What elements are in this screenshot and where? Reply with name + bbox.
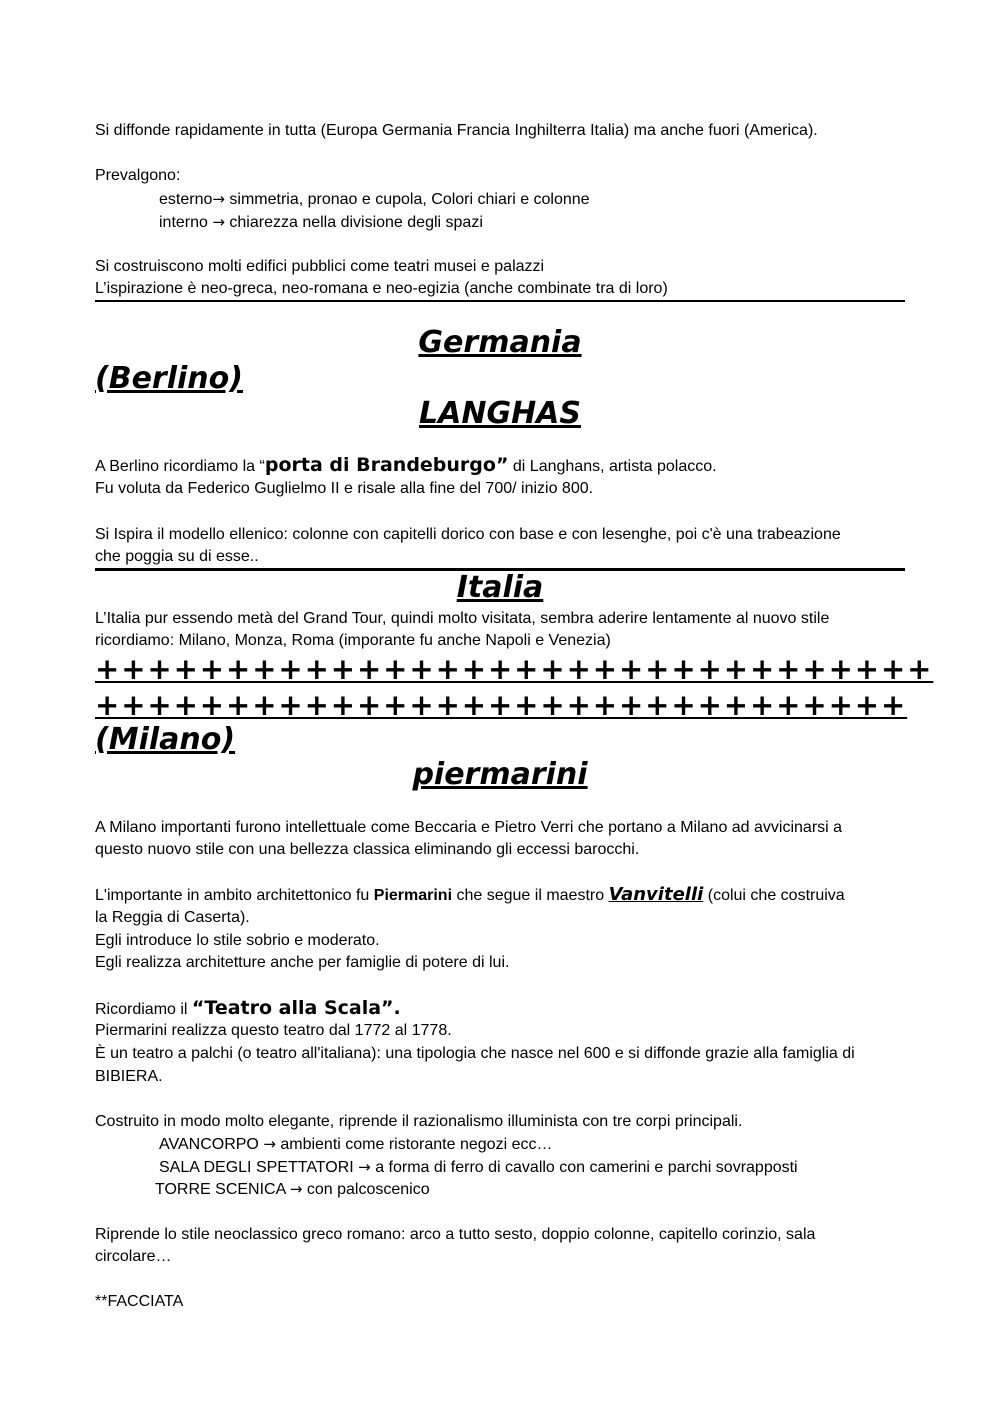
germania-paragraph-3: Si Ispira il modello ellenico: colonne con capitelli dorico con base e con lesenghe, poi c'è una trabeazione — [95, 526, 841, 543]
p3-start: L'importante in ambito architettonico fu — [95, 887, 374, 904]
plus-separator-1: ++++++++++++++++++++++++++++++++ — [95, 652, 934, 686]
esterno-line — [159, 189, 590, 210]
teatro-scala-text: “Teatro alla Scala”. — [191, 997, 401, 1019]
milano-paragraph-6: Egli realizza architetture anche per famiglie di potere di lui. — [95, 954, 510, 971]
p3-end: (colui che costruiva — [703, 887, 845, 904]
esterno-text: simmetria, pronao e cupola, Colori chiari e colonne — [224, 191, 590, 208]
germania-p1-end: di Langhans, artista polacco. — [508, 458, 717, 475]
intro-line-1: Si diffonde rapidamente in tutta (Europa Germania Francia Inghilterra Italia) ma anche fuori (America). — [95, 122, 818, 139]
germania-paragraph-4: che poggia su di esse.. — [95, 548, 259, 565]
arrow-right-icon: → — [263, 1135, 276, 1153]
plus-separator-2: +++++++++++++++++++++++++++++++ — [95, 688, 908, 722]
sala-label: SALA DEGLI SPETTATORI — [159, 1159, 359, 1176]
piermarini-bold: Piermarini — [373, 887, 453, 904]
vanvitelli-text: Vanvitelli — [608, 884, 704, 905]
heading-langhas: LANGHAS — [419, 396, 581, 431]
sala-text: a forma di ferro di cavallo con camerini e parchi sovrapposti — [370, 1159, 798, 1176]
milano-paragraph-5: Egli introduce lo stile sobrio e moderato. — [95, 932, 380, 949]
facciata-note: **FACCIATA — [95, 1293, 184, 1310]
p7-start: Ricordiamo il — [95, 1001, 192, 1018]
arrow-right-icon: → — [212, 190, 225, 208]
heading-milano: (Milano) — [95, 722, 236, 757]
arrow-right-icon: → — [212, 213, 225, 231]
arrow-right-icon: → — [358, 1158, 371, 1176]
arrow-right-icon: → — [289, 1180, 303, 1198]
milano-paragraph-11: Costruito in modo molto elegante, riprende il razionalismo illuminista con tre corpi principali. — [95, 1113, 743, 1130]
corpo-torre-scenica — [155, 1179, 430, 1200]
milano-paragraph-12: Riprende lo stile neoclassico greco romano: arco a tutto sesto, doppio colonne, capitello corinzio, sala — [95, 1226, 816, 1243]
milano-paragraph-10: BIBIERA. — [95, 1068, 163, 1085]
milano-paragraph-4: la Reggia di Caserta). — [95, 909, 250, 926]
germania-paragraph-1 — [95, 455, 717, 477]
avancorpo-text: ambienti come ristorante negozi ecc… — [275, 1136, 553, 1153]
torre-text: con palcoscenico — [302, 1181, 430, 1198]
germania-p1-start: A Berlino ricordiamo la “ — [95, 458, 265, 475]
germania-paragraph-2: Fu voluta da Federico Guglielmo II e risale alla fine del 700/ inizio 800. — [95, 480, 594, 497]
interno-text: chiarezza nella divisione degli spazi — [224, 214, 483, 231]
milano-paragraph-8: Piermarini realizza questo teatro dal 1772 al 1778. — [95, 1022, 452, 1039]
italia-paragraph-1: L’Italia pur essendo metà del Grand Tour, quindi molto visitata, sembra aderire lentamente al nuovo stile — [95, 610, 830, 627]
milano-paragraph-9: È un teatro a palchi (o teatro all'italiana): una tipologia che nasce nel 600 e si diffonde grazie alla famiglia di — [95, 1045, 855, 1062]
torre-label: TORRE SCENICA — [155, 1181, 290, 1198]
italia-paragraph-2: ricordiamo: Milano, Monza, Roma (imporante fu anche Napoli e Venezia) — [95, 632, 611, 649]
interno-label: interno — [159, 214, 213, 231]
heading-germania: Germania — [418, 325, 582, 360]
heading-piermarini: piermarini — [412, 757, 588, 792]
corpo-avancorpo — [159, 1134, 552, 1155]
milano-paragraph-2: questo nuovo stile con una bellezza classica eliminando gli eccessi barocchi. — [95, 841, 640, 858]
interno-line — [159, 212, 483, 233]
milano-paragraph-3 — [95, 885, 845, 906]
section-divider — [95, 300, 905, 302]
heading-italia: Italia — [456, 570, 544, 605]
heading-berlino: (Berlino) — [95, 361, 243, 396]
prevalgono-label: Prevalgono: — [95, 167, 181, 184]
porta-brandeburgo-text: porta di Brandeburgo” — [264, 454, 509, 476]
p3-middle: che segue il maestro — [452, 887, 609, 904]
intro-line-5: L’ispirazione è neo-greca, neo-romana e neo-egizia (anche combinate tra di loro) — [95, 280, 668, 297]
milano-paragraph-1: A Milano importanti furono intellettuale come Beccaria e Pietro Verri che portano a Milano ad avvicinarsi a — [95, 819, 843, 836]
milano-paragraph-13: circolare… — [95, 1248, 172, 1265]
milano-paragraph-7 — [95, 998, 401, 1020]
esterno-label: esterno — [159, 191, 213, 208]
avancorpo-label: AVANCORPO — [159, 1136, 264, 1153]
corpo-sala-spettatori — [159, 1157, 798, 1178]
intro-line-4: Si costruiscono molti edifici pubblici come teatri musei e palazzi — [95, 258, 545, 275]
